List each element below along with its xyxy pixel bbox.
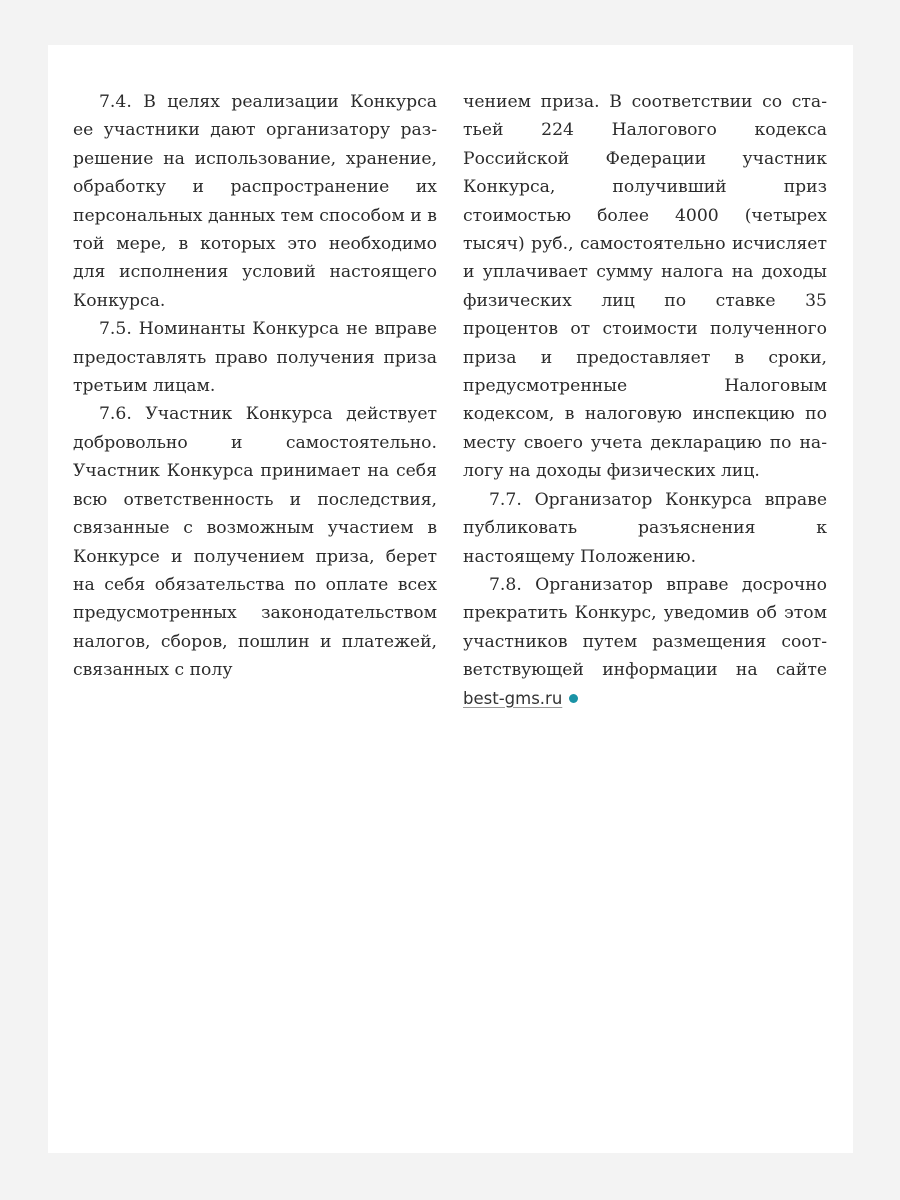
- paragraph-7-8: [463, 571, 827, 713]
- end-of-article-dot-icon: [569, 694, 578, 703]
- paragraph-7-8-text: 7.8. Организатор вправе досрочно прекратить Конкурс, уведомив об этом участников путем размещения соответствующей информации на сайте: [463, 574, 827, 681]
- paragraph-7-6-continuation: чением приза. В соответствии со статьей 224 Налогового кодекса Российской Федерации участник Конкурса, получивший приз стоимостью более 4000 (четырех тысяч) руб., самостоятельно исчисляет и уплачивает сумму налога на доходы физических лиц по ставке 35 процентов от стоимости полученного приза и предоставляет в сроки, предусмотренные Налоговым кодексом, в налоговую инспекцию по месту своего учета декларацию по налогу на доходы физических лиц.: [463, 92, 827, 482]
- paragraph-7-6: 7.6. Участник Конкурса действует добровольно и самостоятельно. Участник Конкурса принимает на себя всю ответственность и последствия, связанные с возможным участием в Конкурсе и получением приза, берет на себя обязательства по оплате всех предусмотренных законодательством налогов, сборов, пошлин и платежей, связанных с полу: [73, 404, 437, 681]
- left-column: [73, 88, 437, 685]
- website-link[interactable]: best-gms.ru: [463, 688, 563, 708]
- paragraph-7-4: 7.4. В целях реализации Конкурса ее участники дают организатору разрешение на использование, хранение, обработку и распространение их персональных данных тем способом и в той мере, в которых это необходимо для исполнения условий настоящего Конкурса.: [73, 92, 437, 311]
- document-page: [48, 45, 853, 1153]
- right-column: [463, 88, 827, 713]
- paragraph-7-5: 7.5. Номинанты Конкурса не вправе предоставлять право получения приза третьим лицам.: [73, 319, 437, 397]
- paragraph-7-7: 7.7. Организатор Конкурса вправе публиковать разъяснения к настоящему Положению.: [463, 489, 827, 567]
